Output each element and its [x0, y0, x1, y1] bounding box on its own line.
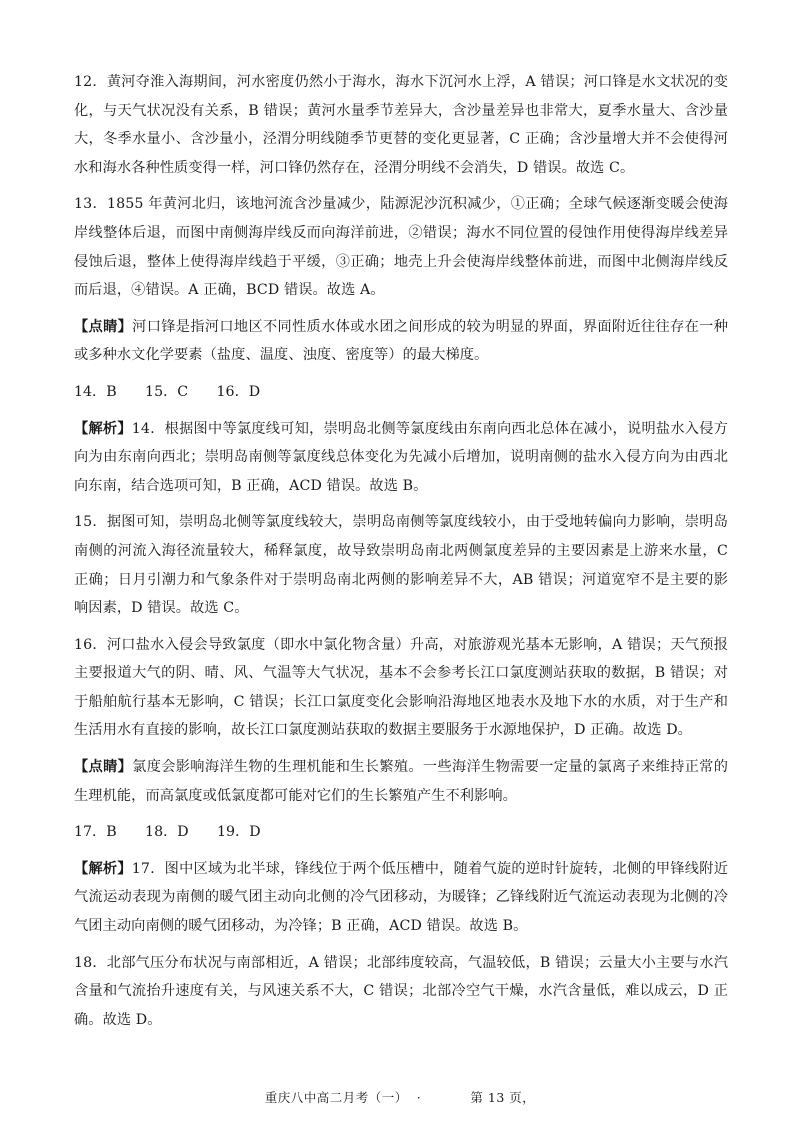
footer-dot: ·: [416, 1090, 422, 1105]
page-footer: [0, 1088, 800, 1106]
explanation-q17: 【解析】17．图中区域为北半球，锋线位于两个低压槽中，随着气旋的逆时针旋转，北侧的甲锋线附近气流运动表现为南侧的暖气团主动向北侧的冷气团移动，为暖锋；乙锋线附近气流运动表现为北侧的冷气团主动向南侧的暖气团移动，为冷锋；B 正确，ACD 错误。故选 B。: [74, 860, 728, 935]
explanation-q14: 【解析】14．根据图中等氯度线可知，崇明岛北侧等氯度线由东南向西北总体在减小，说明盐水入侵方向为由东南向西北；崇明岛南侧等氯度线总体变化为先减小后增加，说明南侧的盐水入侵方向为由西北向东南，结合选项可知，B 正确，ACD 错误。故选 B。: [74, 420, 728, 494]
footer-exam-title: 重庆八中高二月考（一）: [264, 1090, 408, 1105]
answer-key-14-16: 14．B 15．C 16．D: [74, 383, 261, 400]
explanation-q12: 12．黄河夺淮入海期间，河水密度仍然小于海水，海水下沉河水上浮，A 错误；河口锋是水文状况的变化，与天气状况没有关系，B 错误；黄河水量季节差异大，含沙量差异也非常大，夏季水量大、含沙量大，冬季水量小、含沙量小，泾渭分明线随季节更替的变化更显著，C 正确；含沙量增大并不会使得河水和海水各种性质变得一样，河口锋仍然存在，泾渭分明线不会消失，D 错误。故选 C。: [74, 74, 728, 176]
note-chlorinity: 【点睛】氯度会影响海洋生物的生理机能和生长繁殖。一些海洋生物需要一定量的氯离子来维持正常的生理机能，而高氯度或低氯度都可能对它们的生长繁殖产生不利影响。: [74, 759, 728, 804]
note-river-front: 【点睛】河口锋是指河口地区不同性质水体或水团之间形成的较为明显的界面，界面附近往往存在一种或多种水文化学要素（盐度、温度、浊度、密度等）的最大梯度。: [74, 318, 728, 364]
answer-key-17-19: 17．B 18．D 19．D: [74, 824, 261, 841]
footer-page-number: 第 13 页，: [470, 1090, 536, 1105]
explanation-q15: 15．据图可知，崇明岛北侧等氯度线较大，崇明岛南侧等氯度线较小，由于受地转偏向力影响，崇明岛南侧的河流入海径流量较大，稀释氯度，故导致崇明岛南北两侧氯度差异的主要因素是上游来水量，C 正确；日月引潮力和气象条件对于崇明岛南北两侧的影响差异不大，AB 错误；河道宽窄不是主要的影响因素，D 错误。故选 C。: [74, 514, 728, 617]
answer-explanations: [74, 68, 728, 1042]
explanation-q16: 16．河口盐水入侵会导致氯度（即水中氯化物含量）升高，对旅游观光基本无影响，A 错误；天气预报主要报道大气的阴、晴、风、气温等大气状况，基本不会参考长江口氯度测站获取的数据，B 错误；对于船舶航行基本无影响，C 错误；长江口氯度变化会影响沿海地区地表水及地下水的水质，对于生产和生活用水有直接的影响，故长江口氯度测站获取的数据主要服务于水源地保护，D 正确。故选 D。: [74, 636, 728, 739]
analysis-tag: 【解析】: [74, 860, 132, 877]
note-tag: 【点睛】: [74, 318, 133, 335]
note-tag: 【点睛】: [74, 759, 133, 776]
explanation-q18: 18．北部气压分布状况与南部相近，A 错误；北部纬度较高，气温较低，B 错误；云量大小主要与水汽含量和气流抬升速度有关，与风速关系不大，C 错误；北部冷空气干燥，水汽含量低，难以成云，D 正确。故选 D。: [74, 954, 728, 1028]
analysis-tag: 【解析】: [74, 420, 132, 437]
explanation-q13: 13．1855 年黄河北归，该地河流含沙量减少，陆源泥沙沉积减少，①正确；全球气候逐渐变暖会使海岸线整体后退，而图中南侧海岸线反而向海洋前进，②错误；海水不同位置的侵蚀作用使得海岸线差异侵蚀后退，整体上使得海岸线趋于平缓，③正确；地壳上升会使海岸线整体前进，而图中北侧海岸线反而后退，④错误。A 正确，BCD 错误。故选 A。: [74, 196, 728, 299]
